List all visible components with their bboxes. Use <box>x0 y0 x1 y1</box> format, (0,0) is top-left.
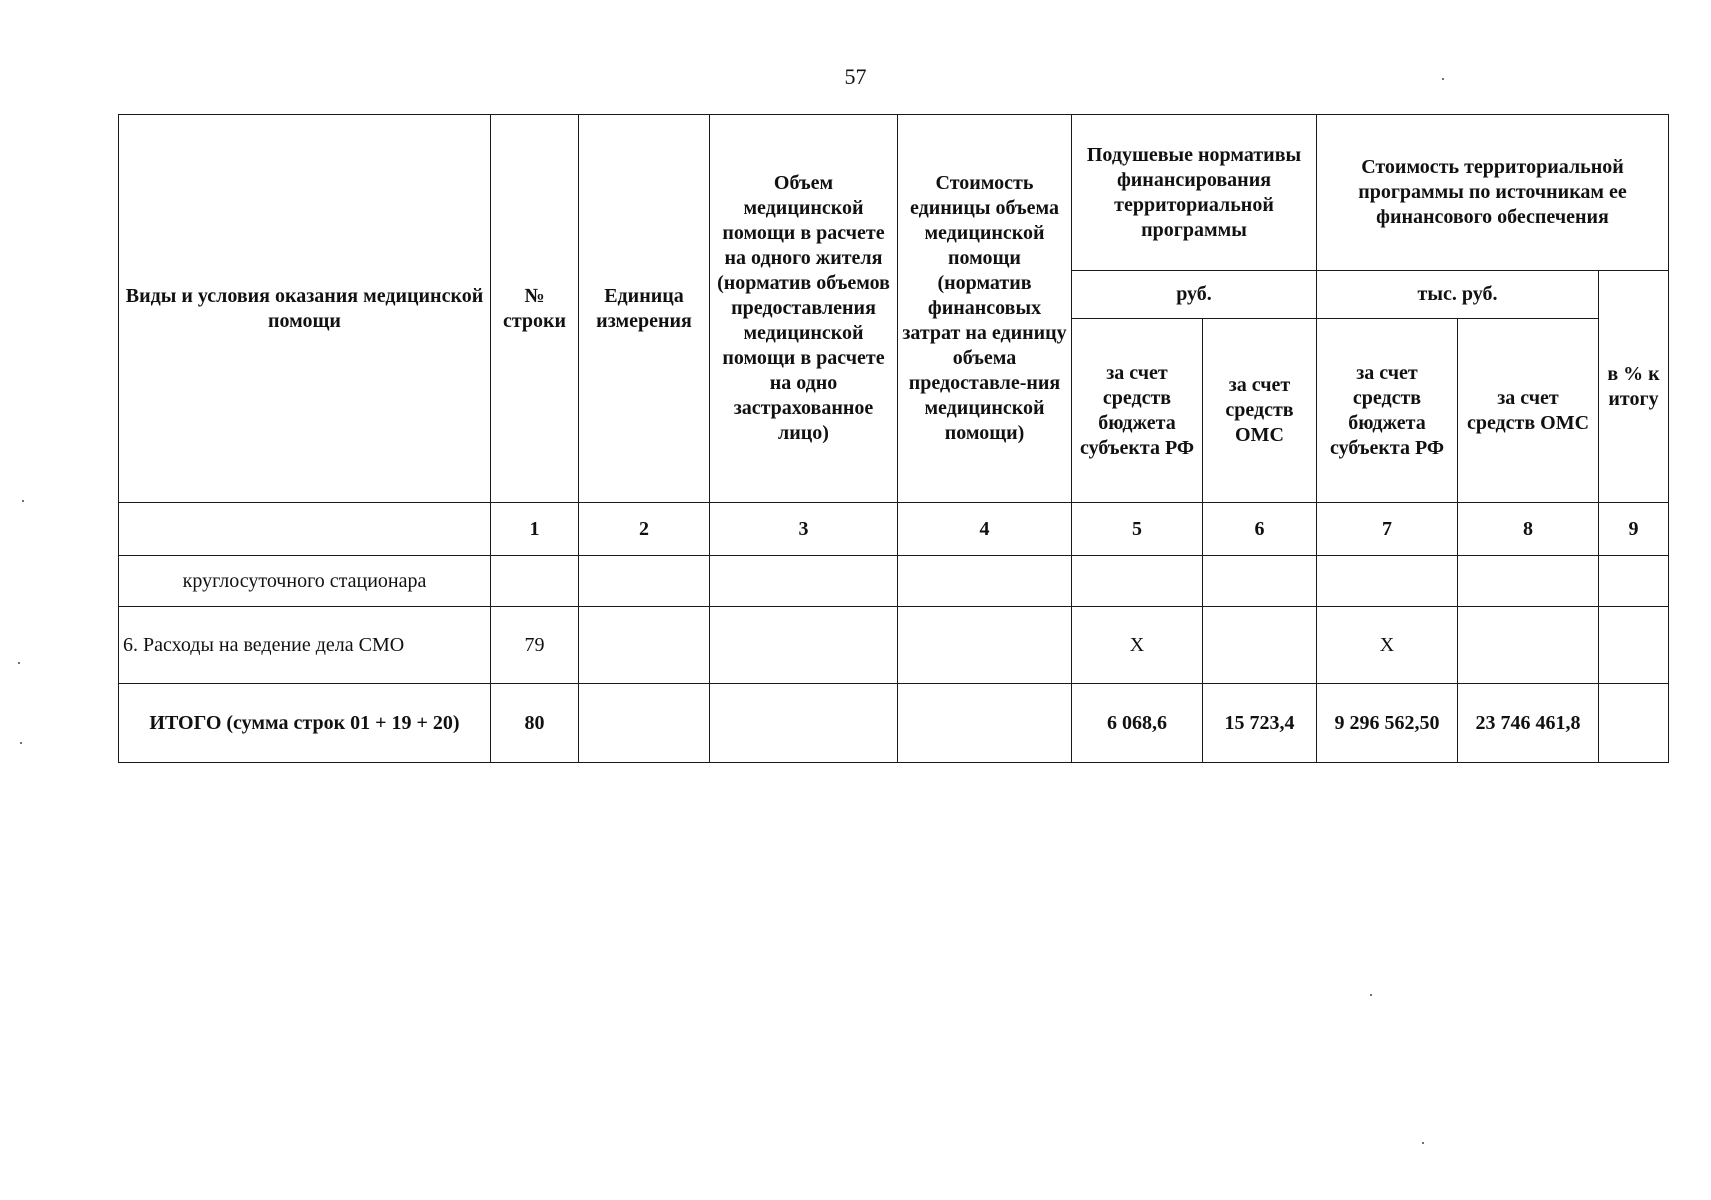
cell-col-2 <box>579 556 710 607</box>
cell-col-4 <box>898 556 1072 607</box>
cell-col-4 <box>898 607 1072 684</box>
cell-col-2 <box>579 684 710 763</box>
row-name: круглосуточного стационара <box>119 556 491 607</box>
header-rub: руб. <box>1072 271 1317 319</box>
table-row <box>119 556 1669 607</box>
column-number: 3 <box>710 503 898 556</box>
cell-col-5: 6 068,6 <box>1072 684 1203 763</box>
cell-col-6 <box>1203 607 1317 684</box>
column-number-row <box>119 503 1669 556</box>
cell-col-6: 15 723,4 <box>1203 684 1317 763</box>
program-cost-table <box>118 114 1669 763</box>
column-number: 4 <box>898 503 1072 556</box>
scan-speck <box>22 500 24 502</box>
cell-col-7: X <box>1317 607 1458 684</box>
row-name: 6. Расходы на ведение дела СМО <box>119 607 491 684</box>
table-row-total <box>119 684 1669 763</box>
column-number: 7 <box>1317 503 1458 556</box>
cell-col-8 <box>1458 556 1599 607</box>
header-row-no: № строки <box>491 115 579 503</box>
header-cost: Стоимость единицы объема медицинской помощи (норматив финансовых затрат на единицу объема предоставле-ния медицинской помощи) <box>898 115 1072 503</box>
scan-speck <box>18 662 20 664</box>
row-no: 79 <box>491 607 579 684</box>
header-volume: Объем медицинской помощи в расчете на одного жителя (норматив объемов предоставления медицинской помощи в расчете на одно застрахованное лицо) <box>710 115 898 503</box>
column-number: 6 <box>1203 503 1317 556</box>
cell-col-3 <box>710 607 898 684</box>
scan-speck <box>20 742 22 744</box>
column-number <box>119 503 491 556</box>
header-thous-rub: тыс. руб. <box>1317 271 1599 319</box>
row-name: ИТОГО (сумма строк 01 + 19 + 20) <box>119 684 491 763</box>
cell-col-3 <box>710 556 898 607</box>
cell-col-5: X <box>1072 607 1203 684</box>
cell-col-7 <box>1317 556 1458 607</box>
cell-col-9 <box>1599 607 1669 684</box>
header-oms-8: за счет средств ОМС <box>1458 319 1599 503</box>
page-number: 57 <box>844 64 867 89</box>
header-types: Виды и условия оказания медицинской помощи <box>119 115 491 503</box>
cell-col-6 <box>1203 556 1317 607</box>
cell-col-8 <box>1458 607 1599 684</box>
cell-col-5 <box>1072 556 1203 607</box>
cell-col-2 <box>579 607 710 684</box>
row-no: 80 <box>491 684 579 763</box>
column-number: 2 <box>579 503 710 556</box>
header-total-cost: Стоимость территориальной программы по источникам ее финансового обеспечения <box>1317 115 1669 271</box>
header-percent: в % к итогу <box>1599 271 1669 503</box>
column-number: 5 <box>1072 503 1203 556</box>
cell-col-8: 23 746 461,8 <box>1458 684 1599 763</box>
column-number: 8 <box>1458 503 1599 556</box>
scan-speck <box>1370 994 1372 996</box>
scan-speck <box>1422 1142 1424 1144</box>
cell-col-9 <box>1599 684 1669 763</box>
cell-col-7: 9 296 562,50 <box>1317 684 1458 763</box>
scan-speck <box>1442 78 1444 80</box>
table-row <box>119 607 1669 684</box>
column-number: 9 <box>1599 503 1669 556</box>
header-budget-rf-7: за счет средств бюджета субъекта РФ <box>1317 319 1458 503</box>
header-oms-6: за счет средств ОМС <box>1203 319 1317 503</box>
header-unit: Единица измерения <box>579 115 710 503</box>
cell-col-4 <box>898 684 1072 763</box>
column-number: 1 <box>491 503 579 556</box>
header-budget-rf-5: за счет средств бюджета субъекта РФ <box>1072 319 1203 503</box>
header-per-capita: Подушевые нормативы финансирования территориальной программы <box>1072 115 1317 271</box>
cell-col-9 <box>1599 556 1669 607</box>
row-no <box>491 556 579 607</box>
cell-col-3 <box>710 684 898 763</box>
